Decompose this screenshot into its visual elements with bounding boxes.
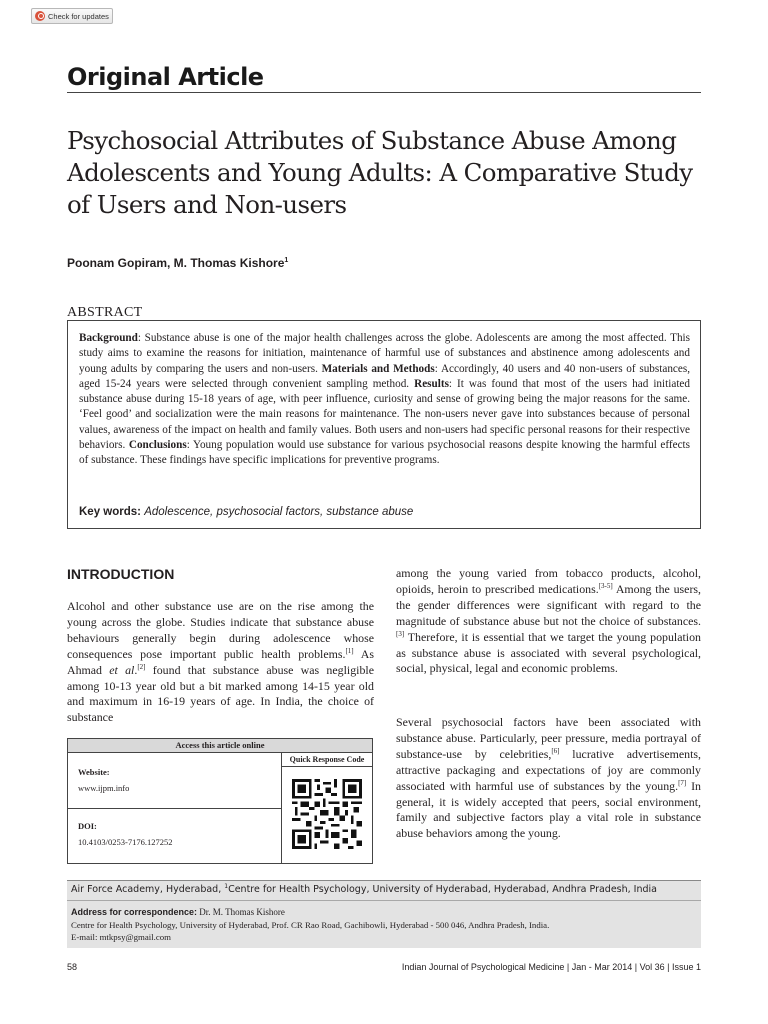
introduction-heading: INTRODUCTION	[67, 566, 175, 582]
intro-text: In general, it is widely accepted that peers, social environment, family and subjective factors play a vital role in substance abuse behaviors among the young.	[396, 778, 701, 841]
background-label: Background	[79, 332, 138, 344]
intro-paragraph-1-continued	[396, 566, 701, 677]
conclusions-label: Conclusions	[128, 439, 187, 452]
abstract-text	[79, 331, 690, 469]
access-box-header: Access this article online	[68, 739, 372, 753]
affiliation-box	[67, 880, 701, 948]
qr-code-label: Quick Response Code	[282, 753, 372, 767]
intro-paragraph-1	[67, 599, 374, 726]
citation-7[interactable]: [7]	[678, 778, 687, 787]
intro-text: et al	[109, 662, 135, 677]
intro-text: As Ahmad	[67, 646, 375, 677]
intro-text: Among the users, the gender differences were significant with regard to the magnitude of substance abuse but not the choice of substances.	[396, 581, 702, 628]
citation-1[interactable]: [1]	[345, 646, 354, 655]
website-link[interactable]: www.ijpm.info	[78, 783, 130, 793]
page-number: 58	[67, 962, 78, 972]
results-text: : It was found that most of the users had initiated substance abuse during 15-18 years of age, with peer influence, curiosity and sense of growing being the major reasons for the same. ‘Feel good’ and socialization were the main reasons for maintenance. The non-users never gave into substances because of personal values, awareness of the impact on health and family values. Both users and non-users had specific personal reasons for their respective behaviors.	[79, 377, 690, 452]
results-label: Results	[414, 377, 449, 390]
check-for-updates-label: Check for updates	[48, 11, 109, 21]
keywords-label: Key words:	[79, 506, 141, 518]
doi-link[interactable]: 10.4103/0253-7176.127252	[78, 837, 173, 847]
keywords	[79, 506, 413, 518]
abstract-box	[67, 320, 701, 529]
intro-text: found that substance abuse was negligible among 10-13 year old but a bit marked among 14-15 year old and maximum in 16-19 years of age. In India, the choice of substance	[67, 662, 374, 725]
affiliation-text: Air Force Academy, Hyderabad,	[71, 884, 225, 896]
doi-label: DOI:	[78, 821, 97, 831]
intro-text: Several psychosocial factors have been associated with substance abuse. Particularly, peer pressure, media portrayal of substance-use by celebrities,	[396, 715, 701, 761]
article-title: Psychosocial Attributes of Substance Abuse Among Adolescents and Young Adults: A Comparative Study of Users and Non-users	[67, 126, 693, 219]
intro-text: among the young varied from tobacco products, alcohol, opioids, heroin to prescribed medications.	[396, 566, 701, 596]
intro-text: .	[134, 662, 138, 677]
intro-text: Alcohol and other substance use are on the rise among the young across the globe. Studies indicate that substance abuse behaviours generally begin during adolescence whose consequences pose important public health problems.	[67, 599, 374, 661]
access-divider	[68, 808, 282, 809]
conclusions-text: : Young population would use substance for various psychosocial reasons despite knowing the harmful effects of substance. These findings have specific implications for preventive programs.	[79, 439, 690, 467]
author-affiliation-mark: 1	[284, 257, 289, 264]
affiliation-text: Centre for Health Psychology, University of Hyderabad, Hyderabad, Andhra Pradesh, India	[228, 884, 657, 896]
affiliation-line	[71, 883, 657, 895]
intro-text: Therefore, it is essential that we target the young population as substance abuse is associated with several psychological, social, physical, legal and economic problems.	[396, 629, 701, 676]
methods-label: Materials and Methods	[321, 362, 435, 375]
citation-3[interactable]: [3]	[396, 629, 405, 638]
correspondence-name: Dr. M. Thomas Kishore	[197, 907, 285, 917]
journal-footer: Indian Journal of Psychological Medicine | Jan - Mar 2014 | Vol 36 | Issue 1	[401, 962, 701, 972]
article-type-heading: Original Article	[67, 62, 701, 93]
background-text: : Substance abuse is one of the major health challenges across the globe. Adolescents are among the most affected. This study aims to examine the reasons for initiation, maintenance of harmful use of substances and abstinence among adolescents and young adults by comparing the users and non-users.	[79, 332, 690, 375]
affiliation-divider	[67, 900, 701, 901]
author-list	[67, 256, 288, 270]
correspondence-line	[71, 907, 285, 917]
intro-paragraph-2	[396, 715, 701, 842]
citation-6[interactable]: [6]	[551, 746, 560, 755]
author-names: Poonam Gopiram, M. Thomas Kishore	[67, 256, 285, 270]
citation-3-5[interactable]: [3-5]	[598, 581, 613, 590]
citation-2[interactable]: [2]	[137, 662, 146, 671]
access-article-box	[67, 738, 373, 864]
correspondence-label: Address for correspondence:	[71, 907, 198, 917]
intro-text: lucrative advertisements, attractive packaging and expectations of joy are commonly associated with harmful use of substances by the young.	[396, 746, 701, 793]
methods-text: : Accordingly, 40 users and 40 non-users of substances, aged 15-24 years were selected through convenient sampling method.	[79, 362, 690, 390]
correspondence-address: Centre for Health Psychology, University of Hyderabad, Prof. CR Rao Road, Gachibowli, Hyderabad - 500 046, Andhra Pradesh, India.	[71, 920, 550, 930]
keywords-text: Adolescence, psychosocial factors, substance abuse	[144, 506, 414, 518]
correspondence-email[interactable]: E-mail: mtkpsy@gmail.com	[71, 932, 171, 942]
update-icon	[35, 11, 45, 21]
website-label: Website:	[78, 767, 110, 777]
qr-code	[292, 777, 362, 851]
check-for-updates-button[interactable]	[31, 8, 113, 24]
abstract-heading: ABSTRACT	[67, 305, 143, 320]
access-info	[68, 753, 282, 863]
affiliation-mark: 1	[224, 883, 229, 890]
